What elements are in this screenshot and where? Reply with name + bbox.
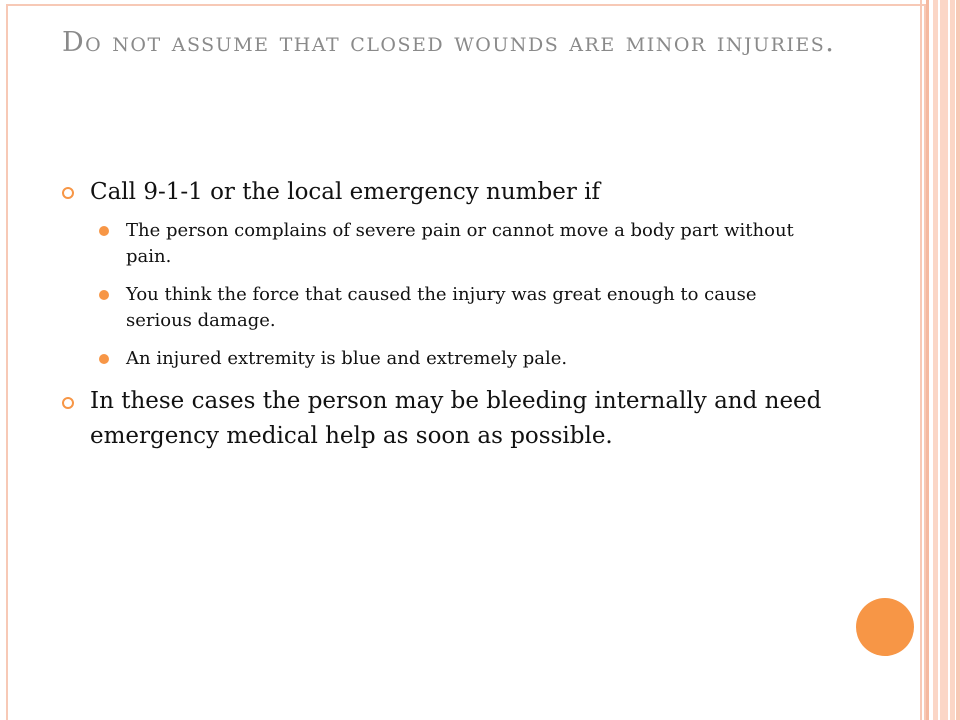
decorative-circle xyxy=(856,598,914,656)
decorative-stripe xyxy=(926,0,929,720)
sub-bullet-text: The person complains of severe pain or cannot move a body part without pain. xyxy=(126,220,794,267)
bullet-text: In these cases the person may be bleeding internally and need emergency medical help as soon as possible. xyxy=(90,388,822,449)
sub-bullet-item xyxy=(62,218,822,270)
decorative-stripe xyxy=(948,0,950,720)
slide-body xyxy=(62,174,822,454)
bullet-item xyxy=(62,384,822,454)
bullet-item xyxy=(62,174,822,210)
sub-bullet-item xyxy=(62,282,822,334)
sub-bullet-text: You think the force that caused the injury was great enough to cause serious damage. xyxy=(126,284,757,331)
bullet-text: Call 9-1-1 or the local emergency number if xyxy=(90,179,600,205)
decorative-stripe xyxy=(933,0,955,720)
decorative-stripe xyxy=(938,0,940,720)
dot-bullet-icon xyxy=(99,290,109,300)
dot-bullet-icon xyxy=(99,226,109,236)
dot-bullet-icon xyxy=(99,354,109,364)
sub-bullet-item xyxy=(62,346,822,372)
ring-bullet-icon xyxy=(62,187,74,199)
slide-title: Do not assume that closed wounds are minor injuries. xyxy=(62,27,836,58)
ring-bullet-icon xyxy=(62,397,74,409)
decorative-stripe xyxy=(956,0,960,720)
sub-bullet-list xyxy=(62,218,822,372)
sub-bullet-text: An injured extremity is blue and extremely pale. xyxy=(126,348,568,369)
decorative-stripe xyxy=(920,0,922,720)
